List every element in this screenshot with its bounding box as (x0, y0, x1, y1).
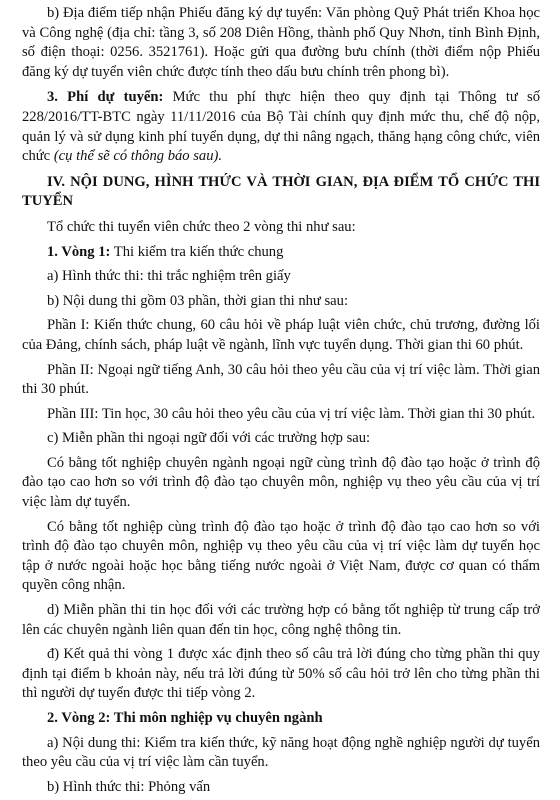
exemption-2: Có bằng tốt nghiệp cùng trình độ đào tạo hoặc ở trình độ đào tạo cao hơn so với trình độ đào tạo chuyên môn, nghiệp vụ theo yêu cầu của vị trí việc làm dự tuyển học tập ở nước ngoài hoặc học bằng tiếng nước ngoài ở Việt Nam, được cơ quan có thẩm quyền công nhận. (22, 518, 540, 594)
round1-item-d: d) Miễn phần thi tin học đối với các trường hợp có bằng tốt nghiệp từ trung cấp trở lên các chuyên ngành liên quan đến tin học, công nghệ thông tin. (22, 602, 540, 638)
round1-part-3: Phần III: Tin học, 30 câu hỏi theo yêu cầu của vị trí việc làm. Thời gian thi 30 phút. (47, 405, 536, 422)
paragraph-intro: Tổ chức thi tuyển viên chức theo 2 vòng thi như sau: (47, 218, 356, 235)
round1-heading (22, 243, 540, 263)
paragraph-fee (22, 88, 540, 166)
fee-label: 3. Phí dự tuyển: (47, 89, 164, 106)
fee-note: (cụ thể sẽ có thông báo sau). (53, 148, 223, 165)
round1-part-2: Phần II: Ngoại ngữ tiếng Anh, 30 câu hỏi theo yêu cầu của vị trí việc làm. Thời gian thi 30 phút. (22, 361, 540, 398)
exemption-1: Có bằng tốt nghiệp chuyên ngành ngoại ngữ cùng trình độ đào tạo hoặc ở trình độ đào tạo cao hơn so với trình độ đào tạo chuyên môn, nghiệp vụ theo yêu cầu của vị trí việc làm dự tuyển. (22, 454, 540, 511)
round2-heading: 2. Vòng 2: Thi môn nghiệp vụ chuyên ngành (47, 710, 323, 726)
section-heading-iv: IV. NỘI DUNG, HÌNH THỨC VÀ THỜI GIAN, ĐỊA ĐIỂM TỔ CHỨC THI TUYỂN (22, 173, 540, 210)
round2-item-a: a) Nội dung thi: Kiểm tra kiến thức, kỹ năng hoạt động nghề nghiệp người dự tuyển theo yêu cầu của vị trí việc làm cần tuyển. (22, 734, 540, 771)
round1-label: 1. Vòng 1: (47, 243, 111, 260)
paragraph-submission-location: b) Địa điểm tiếp nhận Phiếu đăng ký dự tuyển: Văn phòng Quỹ Phát triển Khoa học và Công nghệ (địa chỉ: tầng 3, số 208 Diên Hồng, thành phố Quy Nhơn, tỉnh Bình Định, số điện thoại: 0256. 3521761). Hoặc gửi qua đường bưu chính (thời điểm nộp Phiếu đăng ký dự tuyển viên chức được tính theo dấu bưu chính trên phong bì). (22, 5, 540, 80)
round2-item-b: b) Hình thức thi: Phỏng vấn (47, 778, 211, 795)
round1-part-1: Phần I: Kiến thức chung, 60 câu hỏi về pháp luật viên chức, chủ trương, đường lối của Đảng, chính sách, pháp luật về ngành, lĩnh vực tuyển dụng. Thời gian thi 60 phút. (22, 317, 540, 353)
round1-item-a: a) Hình thức thi: thi trắc nghiệm trên giấy (47, 268, 291, 285)
round1-item-e: đ) Kết quả thi vòng 1 được xác định theo số câu trả lời đúng cho từng phần thi quy định tại điểm b khoản này, nếu trả lời đúng từ 50% số câu hỏi trở lên cho từng phần thi thì người dự tuyển được thi tiếp vòng 2. (22, 646, 540, 702)
fee-text: Mức thu phí thực hiện theo quy định tại Thông tư số 228/2016/TT-BTC ngày 11/11/2016 của Bộ Tài chính quy định mức thu, chế độ nộp, quản lý và sử dụng kinh phí tuyển dụng, dự thi nâng ngạch, thăng hạng công chức, viên chức (22, 89, 541, 165)
round1-text: Thi kiểm tra kiến thức chung (110, 243, 284, 260)
round1-item-c: c) Miễn phần thi ngoại ngữ đối với các trường hợp sau: (47, 430, 371, 447)
round1-item-b: b) Nội dung thi gồm 03 phần, thời gian thi như sau: (47, 292, 348, 309)
